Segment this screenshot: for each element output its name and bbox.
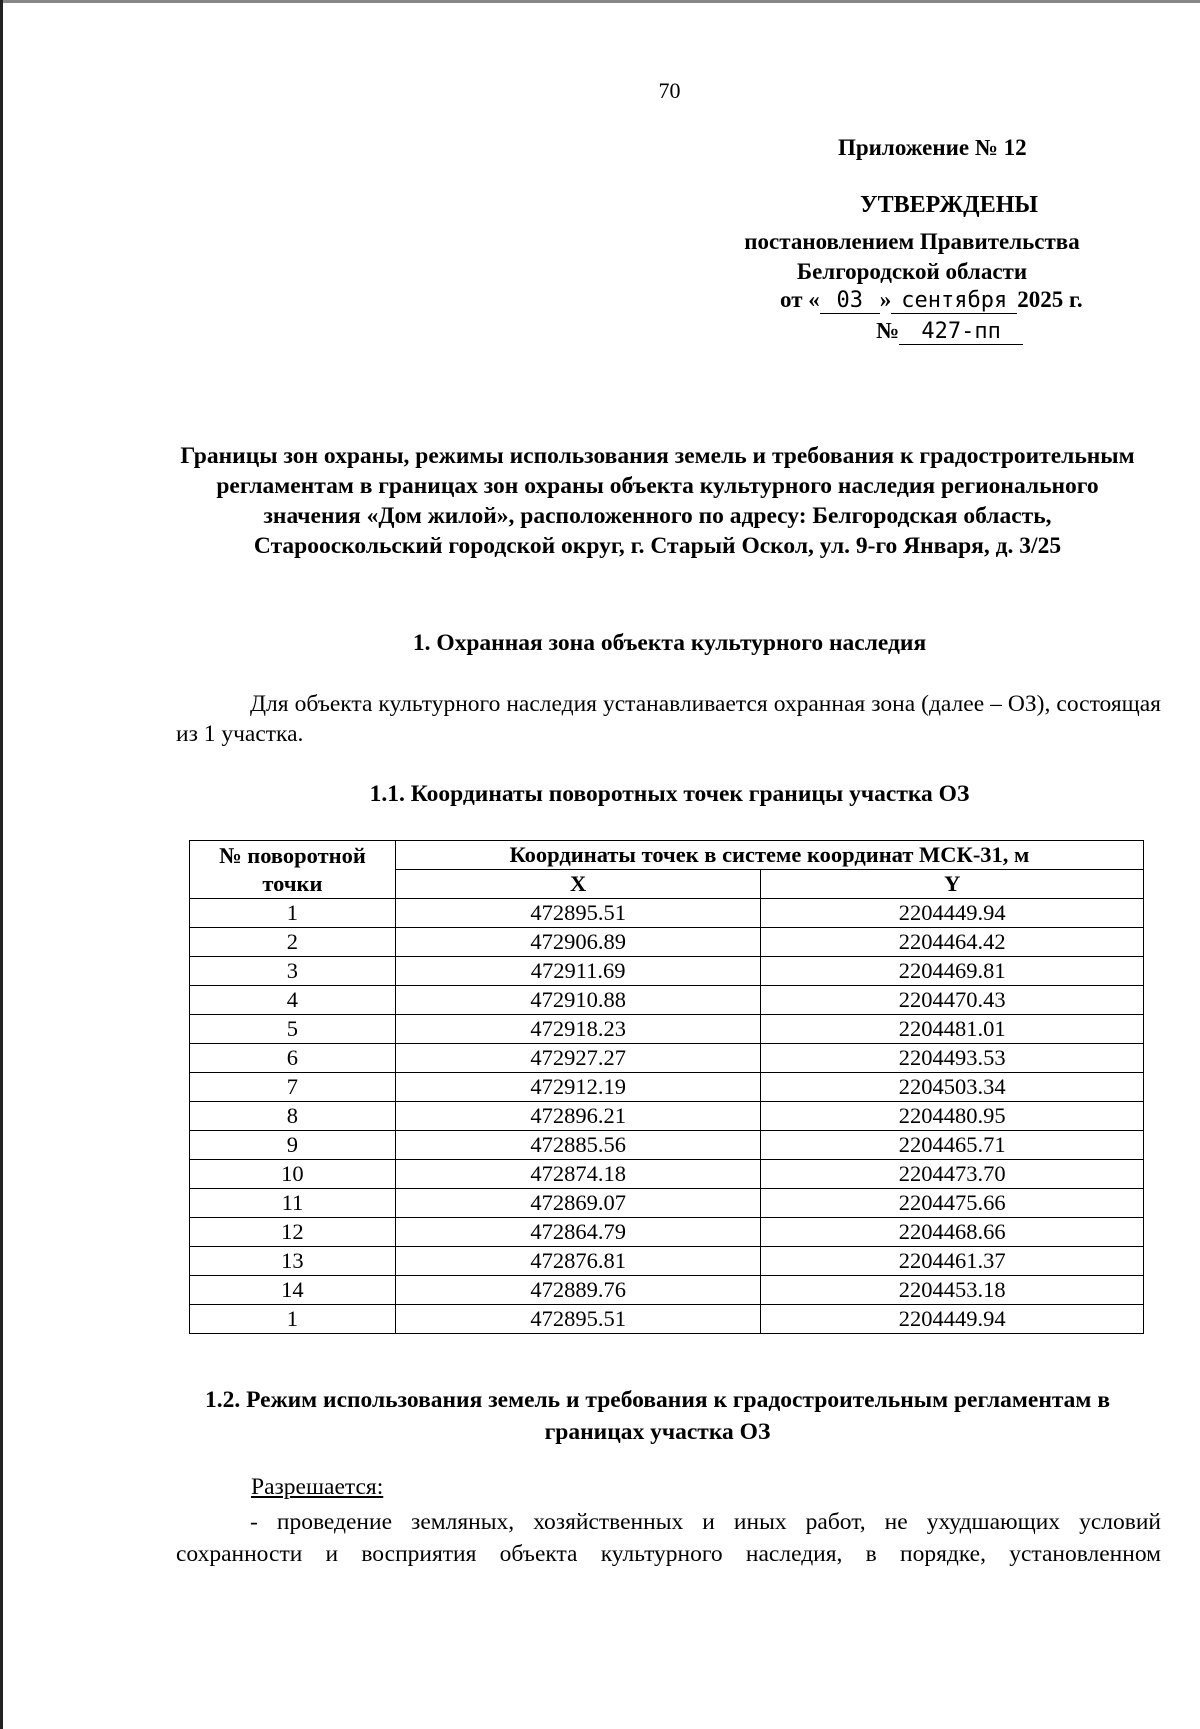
table-cell-x: 472911.69: [395, 957, 761, 986]
date-prefix: от «: [780, 287, 820, 312]
date-year: 2025 г.: [1017, 287, 1083, 312]
table-cell-y: 2204469.81: [761, 957, 1144, 986]
number-prefix: №: [876, 318, 900, 343]
table-cell-n: 11: [190, 1189, 396, 1218]
table-cell-y: 2204468.66: [761, 1218, 1144, 1247]
table-cell-y: 2204480.95: [761, 1102, 1144, 1131]
table-row: [190, 1102, 1144, 1131]
table-cell-n: 5: [190, 1015, 396, 1044]
table-cell-n: 14: [190, 1276, 396, 1305]
table-cell-n: 2: [190, 928, 396, 957]
table-cell-n: 9: [190, 1131, 396, 1160]
table-row: [190, 986, 1144, 1015]
appendix-label: Приложение № 12: [838, 135, 1027, 160]
table-cell-y: 2204449.94: [761, 1305, 1144, 1334]
table-row: [190, 1131, 1144, 1160]
scan-left-edge: [0, 0, 3, 1729]
table-cell-n: 8: [190, 1102, 396, 1131]
table-row: [190, 1044, 1144, 1073]
table-cell-y: 2204449.94: [761, 899, 1144, 928]
approval-line-2: Белгородской области: [796, 259, 1028, 284]
table-cell-n: 7: [190, 1073, 396, 1102]
table-row: [190, 1276, 1144, 1305]
table-cell-n: 10: [190, 1160, 396, 1189]
table-cell-x: 472885.56: [395, 1131, 761, 1160]
table-cell-n: 12: [190, 1218, 396, 1247]
header-point-number: № поворотной точки: [190, 841, 396, 899]
approval-date: [780, 287, 1083, 314]
table-cell-x: 472876.81: [395, 1247, 761, 1276]
table-row: [190, 1247, 1144, 1276]
table-cell-y: 2204493.53: [761, 1044, 1144, 1073]
table-cell-x: 472906.89: [395, 928, 761, 957]
section-1-2-heading: 1.2. Режим использования земель и требования к градостроительным регламентам в границах участка ОЗ: [204, 1387, 1111, 1445]
header-coordinates: Координаты точек в системе координат МСК-31, м: [395, 841, 1143, 870]
table-cell-y: 2204473.70: [761, 1160, 1144, 1189]
table-row: [190, 957, 1144, 986]
table-cell-y: 2204464.42: [761, 928, 1144, 957]
coordinates-body: [190, 899, 1144, 1334]
table-row: [190, 1189, 1144, 1218]
header-x: X: [395, 870, 761, 899]
date-day: 03: [820, 289, 880, 314]
date-month: сентября: [891, 289, 1017, 314]
table-cell-x: 472895.51: [395, 1305, 761, 1334]
table-row: [190, 1218, 1144, 1247]
table-cell-x: 472895.51: [395, 899, 761, 928]
table-row: [190, 1160, 1144, 1189]
table-cell-x: 472918.23: [395, 1015, 761, 1044]
scan-top-edge: [0, 0, 1200, 3]
table-cell-x: 472927.27: [395, 1044, 761, 1073]
table-cell-n: 1: [190, 899, 396, 928]
section-1-1-heading: 1.1. Координаты поворотных точек границы участка ОЗ: [369, 781, 970, 807]
table-cell-y: 2204481.01: [761, 1015, 1144, 1044]
table-cell-y: 2204461.37: [761, 1247, 1144, 1276]
section-1-text: Для объекта культурного наследия устанавливается охранная зона (далее – ОЗ), состоящая из 1 участка.: [176, 691, 1161, 747]
table-cell-n: 1: [190, 1305, 396, 1334]
table-row: [190, 1073, 1144, 1102]
approval-line-1: постановлением Правительства: [744, 229, 1080, 254]
table-cell-y: 2204465.71: [761, 1131, 1144, 1160]
table-row: [190, 928, 1144, 957]
table-row: [190, 899, 1144, 928]
table-cell-x: 472912.19: [395, 1073, 761, 1102]
table-cell-n: 4: [190, 986, 396, 1015]
page-number: 70: [658, 78, 681, 103]
number-value: 427-пп: [899, 320, 1023, 345]
table-cell-x: 472910.88: [395, 986, 761, 1015]
allowed-item-1: - проведение земляных, хозяйственных и иных работ, не ухудшающих условий сохранности и восприятия объекта культурного наследия, в порядке, установленном: [176, 1509, 1161, 1567]
table-cell-y: 2204470.43: [761, 986, 1144, 1015]
approval-heading: УТВЕРЖДЕНЫ: [860, 192, 1038, 218]
table-cell-y: 2204503.34: [761, 1073, 1144, 1102]
table-cell-x: 472889.76: [395, 1276, 761, 1305]
allowed-label: Разрешается:: [251, 1474, 384, 1500]
table-cell-x: 472864.79: [395, 1218, 761, 1247]
coordinates-table: [189, 840, 1144, 1334]
document-title: Границы зон охраны, режимы использования земель и требования к градостроительным регламентам в границах зон охраны объекта культурного наследия регионального значения «Дом жилой», расположенного по адресу: Белгородская область, Старооскольский городской округ, г. Старый Оскол, ул. 9-го Января, д. 3/25: [180, 443, 1135, 559]
table-cell-n: 6: [190, 1044, 396, 1073]
table-cell-x: 472869.07: [395, 1189, 761, 1218]
date-month-sep: »: [879, 287, 892, 312]
section-1-heading: 1. Охранная зона объекта культурного наследия: [412, 630, 927, 656]
table-cell-x: 472896.21: [395, 1102, 761, 1131]
table-cell-y: 2204475.66: [761, 1189, 1144, 1218]
table-cell-n: 13: [190, 1247, 396, 1276]
header-y: Y: [761, 870, 1144, 899]
table-row: [190, 1015, 1144, 1044]
table-cell-x: 472874.18: [395, 1160, 761, 1189]
table-cell-n: 3: [190, 957, 396, 986]
table-cell-y: 2204453.18: [761, 1276, 1144, 1305]
table-row: [190, 1305, 1144, 1334]
approval-number: [876, 318, 1023, 345]
